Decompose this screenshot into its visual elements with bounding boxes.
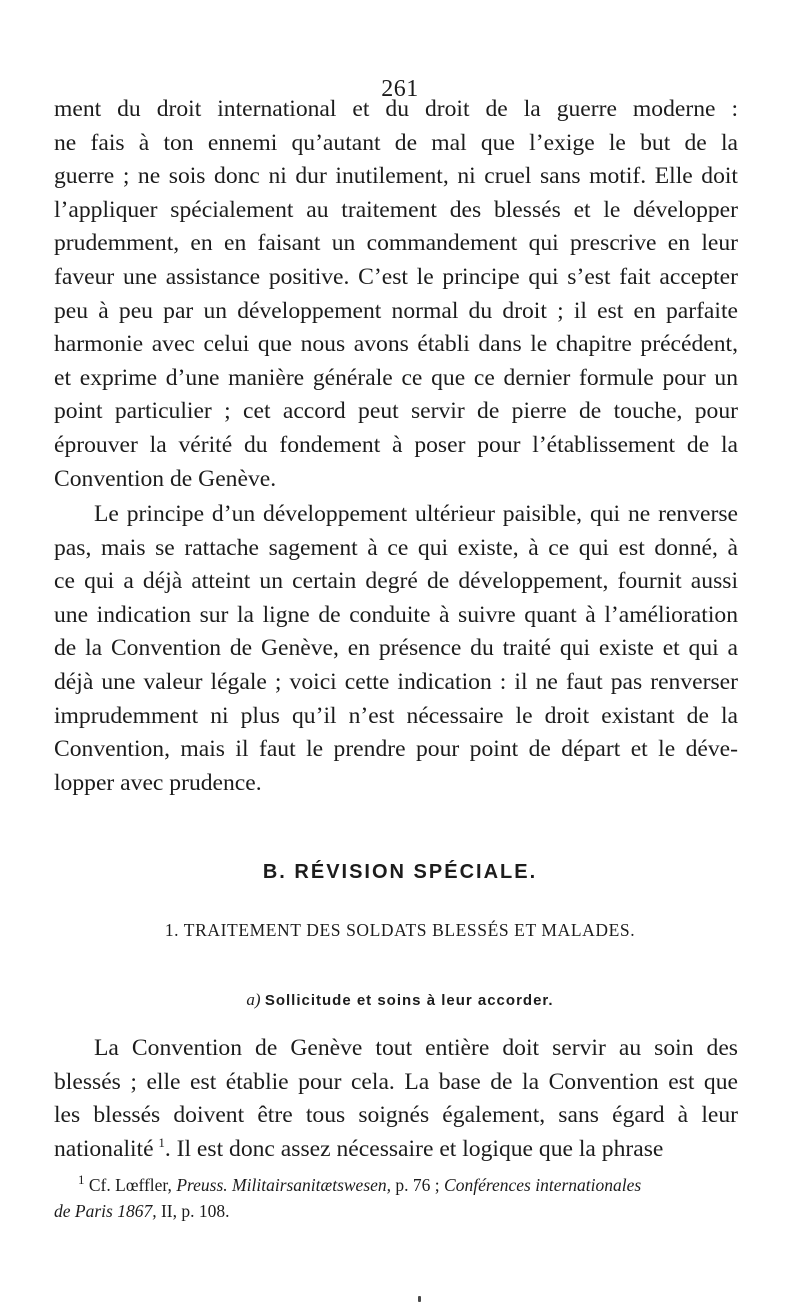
footnote-author: Cf. Lœffler, — [88, 1175, 172, 1195]
paragraph-1 — [54, 93, 738, 496]
minor-heading — [0, 990, 800, 1010]
text-line: lopper avec prudence. — [54, 769, 262, 796]
text-line: les blessés doivent être tous soignés également, sans égard à leur — [54, 1102, 738, 1129]
text-line: pas, mais se rattache sagement à ce qui existe, à ce qui est donné, à — [54, 534, 738, 561]
text-line: ment du droit international et du droit de la guerre moderne : — [54, 96, 738, 122]
text-line: ne fais à ton ennemi qu’autant de mal que l’exige le but de la — [54, 129, 738, 156]
text-line: harmonie avec celui que nous avons établi dans le chapitre précédent, — [54, 331, 738, 358]
paragraph-3 — [54, 1032, 738, 1166]
footnote-work: Preuss. Militairsanitætswesen, — [176, 1175, 392, 1195]
footnote-pages: p. 76 ; — [395, 1175, 440, 1195]
minor-heading-letter: a) — [246, 990, 261, 1009]
text-line: guerre ; ne sois donc ni dur inutilement, ni cruel sans motif. Elle doit — [54, 163, 738, 190]
minor-heading-title: Sollicitude et soins à leur accorder. — [264, 992, 554, 1009]
print-speck — [418, 1296, 421, 1302]
footnote-line — [54, 1198, 738, 1224]
footnote-reference[interactable]: 1 — [158, 1134, 165, 1150]
text-fragment: nationalité — [54, 1135, 154, 1162]
text-line: une indication sur la ligne de conduite à suivre quant à l’amélioration — [54, 601, 738, 628]
text-line: déjà une valeur légale ; voici cette indication : il ne faut pas renverser — [54, 668, 738, 695]
text-line: et exprime d’une manière générale ce que ce dernier formule pour un — [54, 364, 738, 391]
text-line: de la Convention de Genève, en présence du traité qui existe et qui a — [54, 635, 738, 662]
subsection-heading: 1. TRAITEMENT DES SOLDATS BLESSÉS ET MALADES. — [164, 920, 636, 940]
footnote-line — [54, 1172, 738, 1198]
text-line: Le principe d’un développement ultérieur paisible, qui ne renverse — [94, 501, 738, 527]
text-line: prudemment, en en faisant un commandement qui prescrive en leur — [54, 230, 738, 257]
page-number: 261 — [381, 76, 419, 102]
text-line: Convention de Genève. — [54, 465, 277, 492]
text-line: ce qui a déjà atteint un certain degré de développement, fournit aussi — [54, 568, 738, 595]
text-line: Convention, mais il faut le prendre pour point de départ et le déve- — [54, 736, 738, 763]
text-line: l’appliquer spécialement au traitement des blessés et le développer — [54, 196, 738, 223]
text-line: imprudemment ni plus qu’il n’est nécessaire le droit existant de la — [54, 702, 738, 729]
text-line: point particulier ; cet accord peut servir de pierre de touche, pour — [54, 398, 738, 425]
text-fragment: . Il est donc assez nécessaire et logique que la phrase — [164, 1135, 664, 1162]
footnote — [54, 1172, 738, 1224]
text-line: faveur une assistance positive. C’est le principe qui s’est fait accepter — [54, 263, 738, 290]
text-line: éprouver la vérité du fondement à poser pour l’établissement de la — [54, 431, 738, 458]
footnote-work: Conférences internationales — [444, 1175, 642, 1195]
footnote-pages: II, p. 108. — [160, 1201, 230, 1221]
text-line — [54, 1133, 738, 1167]
footnote-work: de Paris 1867, — [54, 1201, 157, 1221]
text-line: La Convention de Genève tout entière doit servir au soin des — [94, 1035, 738, 1061]
section-heading: B. RÉVISION SPÉCIALE. — [262, 861, 538, 883]
text-line: blessés ; elle est établie pour cela. La base de la Convention est que — [54, 1068, 738, 1095]
text-line: peu à peu par un développement normal du droit ; il est en parfaite — [54, 297, 738, 324]
footnote-marker: 1 — [78, 1172, 85, 1188]
paragraph-2 — [54, 498, 738, 800]
